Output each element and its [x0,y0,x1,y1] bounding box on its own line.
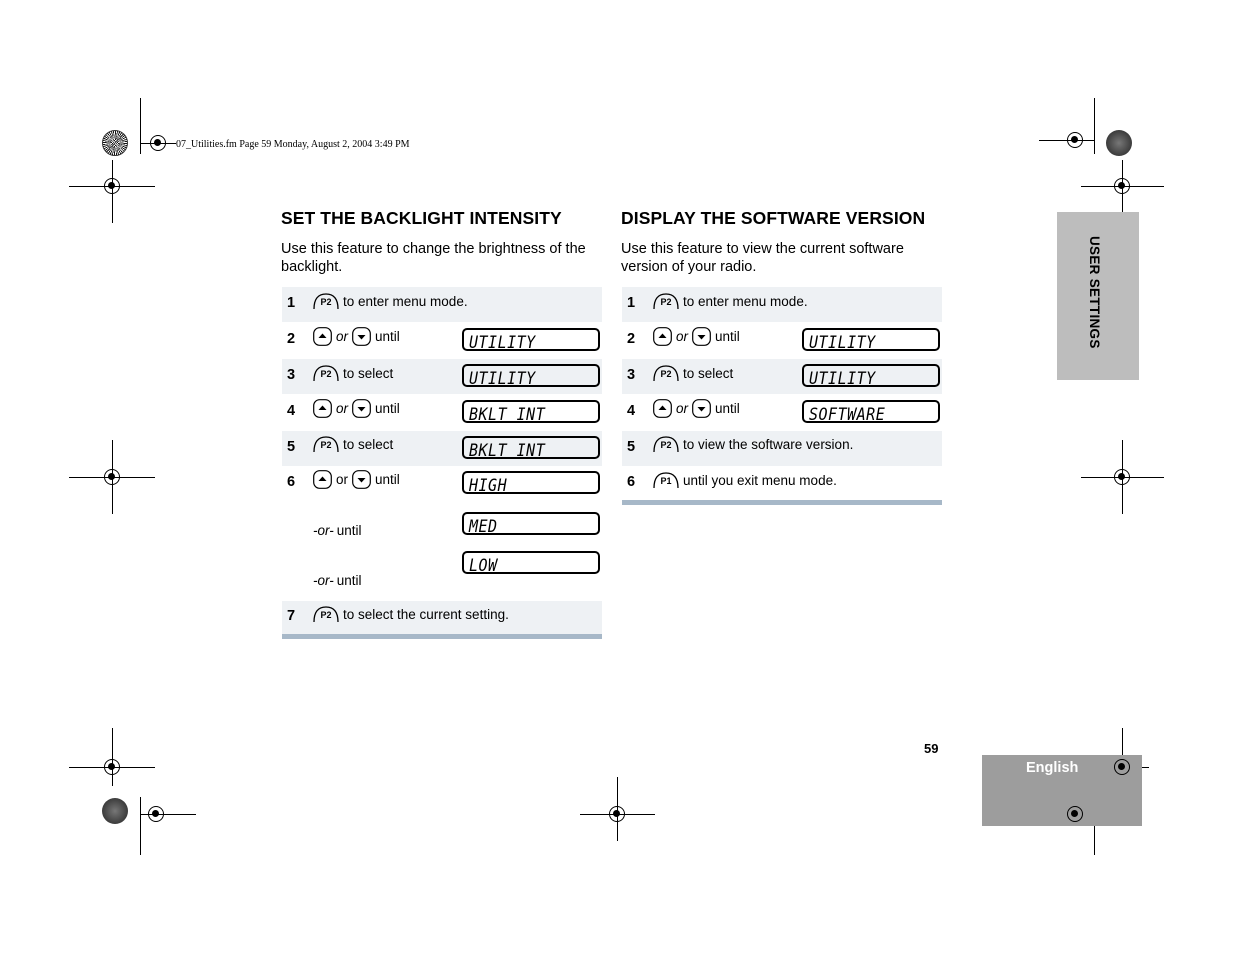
step-row [622,287,942,322]
section-side-tab [1057,212,1139,380]
registration-target-icon [148,806,164,822]
table-end-bar [622,500,942,505]
step-number: 2 [287,331,296,347]
dark-disc-mark-icon [1106,130,1132,156]
or-word: or [676,329,689,344]
step-text: until [715,401,740,416]
down-arrow-key-icon [352,399,371,418]
p1-key-icon [653,472,679,489]
step-row [622,395,942,430]
backlight-section [281,208,601,276]
software-version-title: DISPLAY THE SOFTWARE VERSION [621,208,926,228]
or-word: or [336,329,349,344]
sunburst-mark-icon [102,130,128,156]
backlight-intro: Use this feature to change the brightness of the backlight. [281,241,586,275]
registration-target-icon [104,469,120,485]
lcd-display: UTILITY [462,364,600,387]
svg-text:P2: P2 [320,369,332,379]
software-version-intro: Use this feature to view the current software version of your radio. [621,241,904,275]
step-text: until [375,401,400,416]
registration-target-icon [1114,469,1130,485]
step-text: to select [343,366,394,381]
lcd-display: BKLT INT [462,436,600,459]
step-number: 1 [627,295,636,311]
up-arrow-key-icon [313,399,332,418]
section-side-tab-label: USER SETTINGS [1087,236,1102,349]
down-arrow-key-icon [352,470,371,489]
down-arrow-key-icon [692,399,711,418]
step-number: 4 [627,403,636,419]
step-number: 2 [627,331,636,347]
alternate-line: -or- until [313,573,362,588]
or-word: or [676,401,689,416]
step-row [622,431,942,466]
lcd-display: LOW [462,551,600,574]
registration-target-icon [1067,132,1083,148]
dark-disc-mark-icon [102,798,128,824]
p2-key-icon [313,606,339,623]
registration-target-icon [104,178,120,194]
svg-text:P2: P2 [660,297,672,307]
down-arrow-key-icon [352,327,371,346]
svg-text:P2: P2 [320,297,332,307]
registration-target-icon [1114,178,1130,194]
step-number: 3 [287,367,296,383]
lcd-display: UTILITY [802,328,940,351]
step-row [282,601,602,634]
lcd-display: HIGH [462,471,600,494]
step-row [282,467,602,600]
step-text: until [375,329,400,344]
svg-text:P2: P2 [660,440,672,450]
lcd-display: UTILITY [802,364,940,387]
step-text: until you exit menu mode. [683,473,837,488]
lcd-display: UTILITY [462,328,600,351]
page-number: 59 [924,741,939,756]
step-row [622,323,942,358]
step-text: until [715,329,740,344]
or-word: or [336,401,349,416]
up-arrow-key-icon [313,470,332,489]
file-info-line: 07_Utilities.fm Page 59 Monday, August 2, 2004 3:49 PM [176,139,410,150]
svg-text:P2: P2 [320,440,332,450]
step-number: 6 [627,474,636,490]
lcd-display: MED [462,512,600,535]
step-row [622,359,942,394]
step-text: to select [683,366,734,381]
step-number: 7 [287,608,296,624]
backlight-title: SET THE BACKLIGHT INTENSITY [281,208,562,228]
step-text: until [375,472,400,487]
step-number: 6 [287,474,296,490]
lcd-display: SOFTWARE [802,400,940,423]
registration-target-icon [1067,806,1083,822]
registration-target-icon [1114,759,1130,775]
language-label: English [1026,760,1079,776]
step-row [282,395,602,430]
up-arrow-key-icon [313,327,332,346]
down-arrow-key-icon [692,327,711,346]
step-row [282,323,602,358]
step-row [622,467,942,500]
step-number: 1 [287,295,296,311]
step-text: to select [343,437,394,452]
svg-text:P2: P2 [320,610,332,620]
registration-target-icon [609,806,625,822]
step-number: 3 [627,367,636,383]
p2-key-icon [653,436,679,453]
alternate-line: -or- until [313,523,362,538]
p2-key-icon [313,293,339,310]
p2-key-icon [653,365,679,382]
up-arrow-key-icon [653,399,672,418]
registration-target-icon [104,759,120,775]
step-text: to select the current setting. [343,607,509,622]
step-number: 5 [627,439,636,455]
registration-target-icon [150,135,166,151]
step-text: to enter menu mode. [343,294,468,309]
or-word: or [336,472,349,487]
up-arrow-key-icon [653,327,672,346]
step-row [282,287,602,322]
lcd-display: BKLT INT [462,400,600,423]
table-end-bar [282,634,602,639]
p2-key-icon [653,293,679,310]
svg-text:P2: P2 [660,369,672,379]
step-text: to enter menu mode. [683,294,808,309]
p2-key-icon [313,365,339,382]
step-number: 5 [287,439,296,455]
step-row [282,431,602,466]
step-number: 4 [287,403,296,419]
software-version-section [621,208,941,276]
step-row [282,359,602,394]
svg-text:P1: P1 [660,476,672,486]
p2-key-icon [313,436,339,453]
step-text: to view the software version. [683,437,854,452]
